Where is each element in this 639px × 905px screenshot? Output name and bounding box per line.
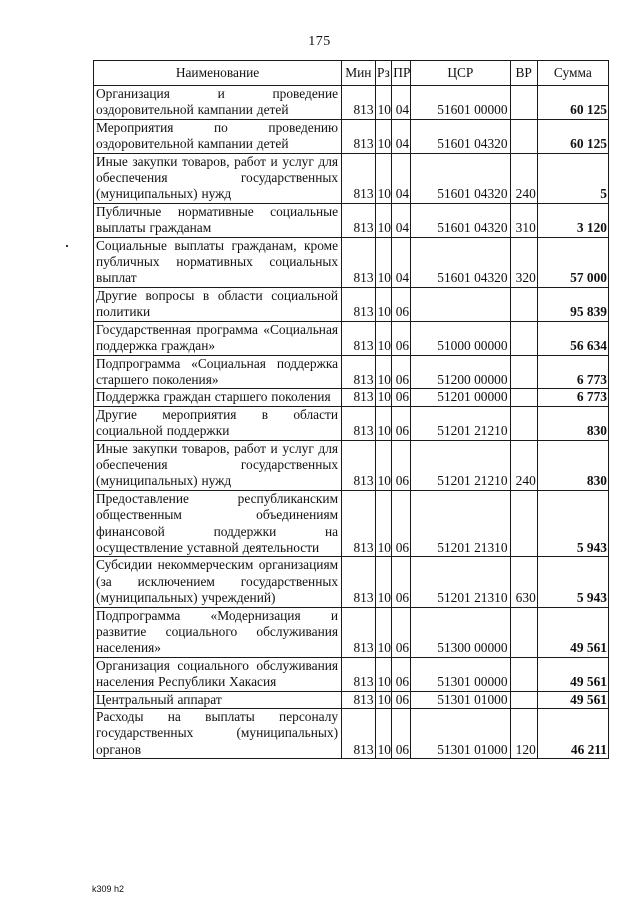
cell-csr: 51201 21310: [411, 490, 510, 557]
cell-csr: 51601 04320: [411, 119, 510, 153]
cell-name: Иные закупки товаров, работ и услуг для обеспечения государственных (муниципальных) нужд: [94, 440, 342, 490]
cell-min: 813: [342, 355, 375, 389]
cell-pr: 06: [392, 287, 411, 321]
table-row: [94, 321, 609, 355]
cell-sum: 95 839: [537, 287, 608, 321]
table-row: [94, 657, 609, 691]
cell-min: 813: [342, 490, 375, 557]
cell-name: Иные закупки товаров, работ и услуг для обеспечения государственных (муниципальных) нужд: [94, 153, 342, 203]
cell-name: Организация и проведение оздоровительной кампании детей: [94, 86, 342, 120]
cell-vr: [510, 406, 537, 440]
cell-vr: 630: [510, 557, 537, 607]
cell-min: 813: [342, 86, 375, 120]
table-row: [94, 153, 609, 203]
header-name: Наименование: [94, 61, 342, 86]
header-sum: Сумма: [537, 61, 608, 86]
table-row: [94, 389, 609, 406]
cell-csr: 51301 01000: [411, 709, 510, 759]
cell-min: 813: [342, 287, 375, 321]
table-row: [94, 287, 609, 321]
cell-vr: 120: [510, 709, 537, 759]
cell-sum: 49 561: [537, 657, 608, 691]
cell-sum: 60 125: [537, 86, 608, 120]
cell-vr: [510, 321, 537, 355]
page-number: 175: [308, 34, 331, 49]
cell-rz: 10: [375, 287, 392, 321]
table-row: [94, 406, 609, 440]
table-body: [94, 86, 609, 759]
cell-name: Подпрограмма «Социальная поддержка старшего поколения»: [94, 355, 342, 389]
cell-name: Расходы на выплаты персоналу государственных (муниципальных) органов: [94, 709, 342, 759]
cell-csr: 51201 21210: [411, 406, 510, 440]
cell-name: Организация социального обслуживания населения Республики Хакасия: [94, 657, 342, 691]
cell-pr: 04: [392, 86, 411, 120]
cell-min: 813: [342, 389, 375, 406]
cell-name: Другие мероприятия в области социальной поддержки: [94, 406, 342, 440]
cell-min: 813: [342, 406, 375, 440]
cell-pr: 06: [392, 709, 411, 759]
cell-vr: [510, 607, 537, 657]
cell-sum: 5: [537, 153, 608, 203]
cell-min: 813: [342, 557, 375, 607]
cell-pr: 06: [392, 355, 411, 389]
table-row: [94, 86, 609, 120]
scan-speck: [66, 245, 68, 247]
cell-pr: 04: [392, 119, 411, 153]
table-row: [94, 119, 609, 153]
cell-name: Центральный аппарат: [94, 691, 342, 708]
budget-table: [93, 60, 609, 759]
cell-sum: 49 561: [537, 691, 608, 708]
table-row: [94, 709, 609, 759]
cell-pr: 06: [392, 657, 411, 691]
cell-min: 813: [342, 607, 375, 657]
cell-sum: 3 120: [537, 203, 608, 237]
cell-name: Субсидии некоммерческим организациям (за исключением государственных (муниципальных) учреждений): [94, 557, 342, 607]
cell-name: Предоставление республиканским общественным объединениям финансовой поддержки на осуществление уставной деятельности: [94, 490, 342, 557]
cell-rz: 10: [375, 237, 392, 287]
cell-vr: [510, 287, 537, 321]
table-row: [94, 691, 609, 708]
cell-pr: 04: [392, 153, 411, 203]
cell-min: 813: [342, 321, 375, 355]
cell-name: Мероприятия по проведению оздоровительной кампании детей: [94, 119, 342, 153]
cell-vr: 310: [510, 203, 537, 237]
cell-vr: 240: [510, 440, 537, 490]
header-min: Мин: [342, 61, 375, 86]
cell-min: 813: [342, 153, 375, 203]
cell-min: 813: [342, 657, 375, 691]
cell-csr: 51201 00000: [411, 389, 510, 406]
cell-pr: 06: [392, 440, 411, 490]
cell-name: Подпрограмма «Модернизация и развитие социального обслуживания населения»: [94, 607, 342, 657]
cell-rz: 10: [375, 389, 392, 406]
cell-sum: 6 773: [537, 389, 608, 406]
cell-min: 813: [342, 691, 375, 708]
cell-csr: 51301 01000: [411, 691, 510, 708]
cell-sum: 830: [537, 440, 608, 490]
cell-vr: 320: [510, 237, 537, 287]
table-row: [94, 557, 609, 607]
header-rz: Рз: [375, 61, 392, 86]
cell-sum: 60 125: [537, 119, 608, 153]
cell-vr: [510, 119, 537, 153]
cell-pr: 06: [392, 406, 411, 440]
table-row: [94, 237, 609, 287]
cell-vr: 240: [510, 153, 537, 203]
cell-rz: 10: [375, 406, 392, 440]
cell-rz: 10: [375, 691, 392, 708]
cell-sum: 57 000: [537, 237, 608, 287]
cell-csr: 51000 00000: [411, 321, 510, 355]
cell-vr: [510, 657, 537, 691]
cell-rz: 10: [375, 440, 392, 490]
cell-name: Социальные выплаты гражданам, кроме публичных нормативных социальных выплат: [94, 237, 342, 287]
header-vr: ВР: [510, 61, 537, 86]
cell-csr: 51601 04320: [411, 153, 510, 203]
cell-min: 813: [342, 440, 375, 490]
cell-csr: 51200 00000: [411, 355, 510, 389]
cell-name: Государственная программа «Социальная поддержка граждан»: [94, 321, 342, 355]
cell-pr: 06: [392, 389, 411, 406]
cell-pr: 06: [392, 607, 411, 657]
cell-vr: [510, 86, 537, 120]
header-pr: ПР: [392, 61, 411, 86]
cell-rz: 10: [375, 607, 392, 657]
cell-sum: 5 943: [537, 490, 608, 557]
cell-rz: 10: [375, 557, 392, 607]
cell-pr: 04: [392, 203, 411, 237]
cell-rz: 10: [375, 490, 392, 557]
cell-sum: 49 561: [537, 607, 608, 657]
cell-pr: 06: [392, 490, 411, 557]
cell-name: Другие вопросы в области социальной политики: [94, 287, 342, 321]
table-row: [94, 203, 609, 237]
cell-rz: 10: [375, 153, 392, 203]
cell-sum: 56 634: [537, 321, 608, 355]
table-row: [94, 355, 609, 389]
cell-csr: 51201 21310: [411, 557, 510, 607]
cell-pr: 06: [392, 321, 411, 355]
cell-sum: 5 943: [537, 557, 608, 607]
table-row: [94, 440, 609, 490]
cell-vr: [510, 691, 537, 708]
cell-csr: [411, 287, 510, 321]
cell-min: 813: [342, 237, 375, 287]
cell-rz: 10: [375, 355, 392, 389]
cell-rz: 10: [375, 657, 392, 691]
cell-csr: 51301 00000: [411, 657, 510, 691]
cell-csr: 51601 04320: [411, 203, 510, 237]
cell-pr: 06: [392, 557, 411, 607]
cell-rz: 10: [375, 709, 392, 759]
cell-rz: 10: [375, 321, 392, 355]
cell-name: Публичные нормативные социальные выплаты гражданам: [94, 203, 342, 237]
cell-pr: 06: [392, 691, 411, 708]
cell-csr: 51201 21210: [411, 440, 510, 490]
cell-pr: 04: [392, 237, 411, 287]
header-csr: ЦСР: [411, 61, 510, 86]
cell-rz: 10: [375, 86, 392, 120]
header-row: [94, 61, 609, 86]
cell-csr: 51601 00000: [411, 86, 510, 120]
table-row: [94, 607, 609, 657]
cell-min: 813: [342, 119, 375, 153]
table-row: [94, 490, 609, 557]
cell-min: 813: [342, 709, 375, 759]
cell-vr: [510, 389, 537, 406]
cell-min: 813: [342, 203, 375, 237]
cell-sum: 6 773: [537, 355, 608, 389]
cell-rz: 10: [375, 119, 392, 153]
cell-vr: [510, 355, 537, 389]
cell-name: Поддержка граждан старшего поколения: [94, 389, 342, 406]
cell-vr: [510, 490, 537, 557]
cell-sum: 46 211: [537, 709, 608, 759]
footer-code: k309 h2: [92, 884, 125, 894]
cell-rz: 10: [375, 203, 392, 237]
cell-csr: 51601 04320: [411, 237, 510, 287]
cell-csr: 51300 00000: [411, 607, 510, 657]
cell-sum: 830: [537, 406, 608, 440]
